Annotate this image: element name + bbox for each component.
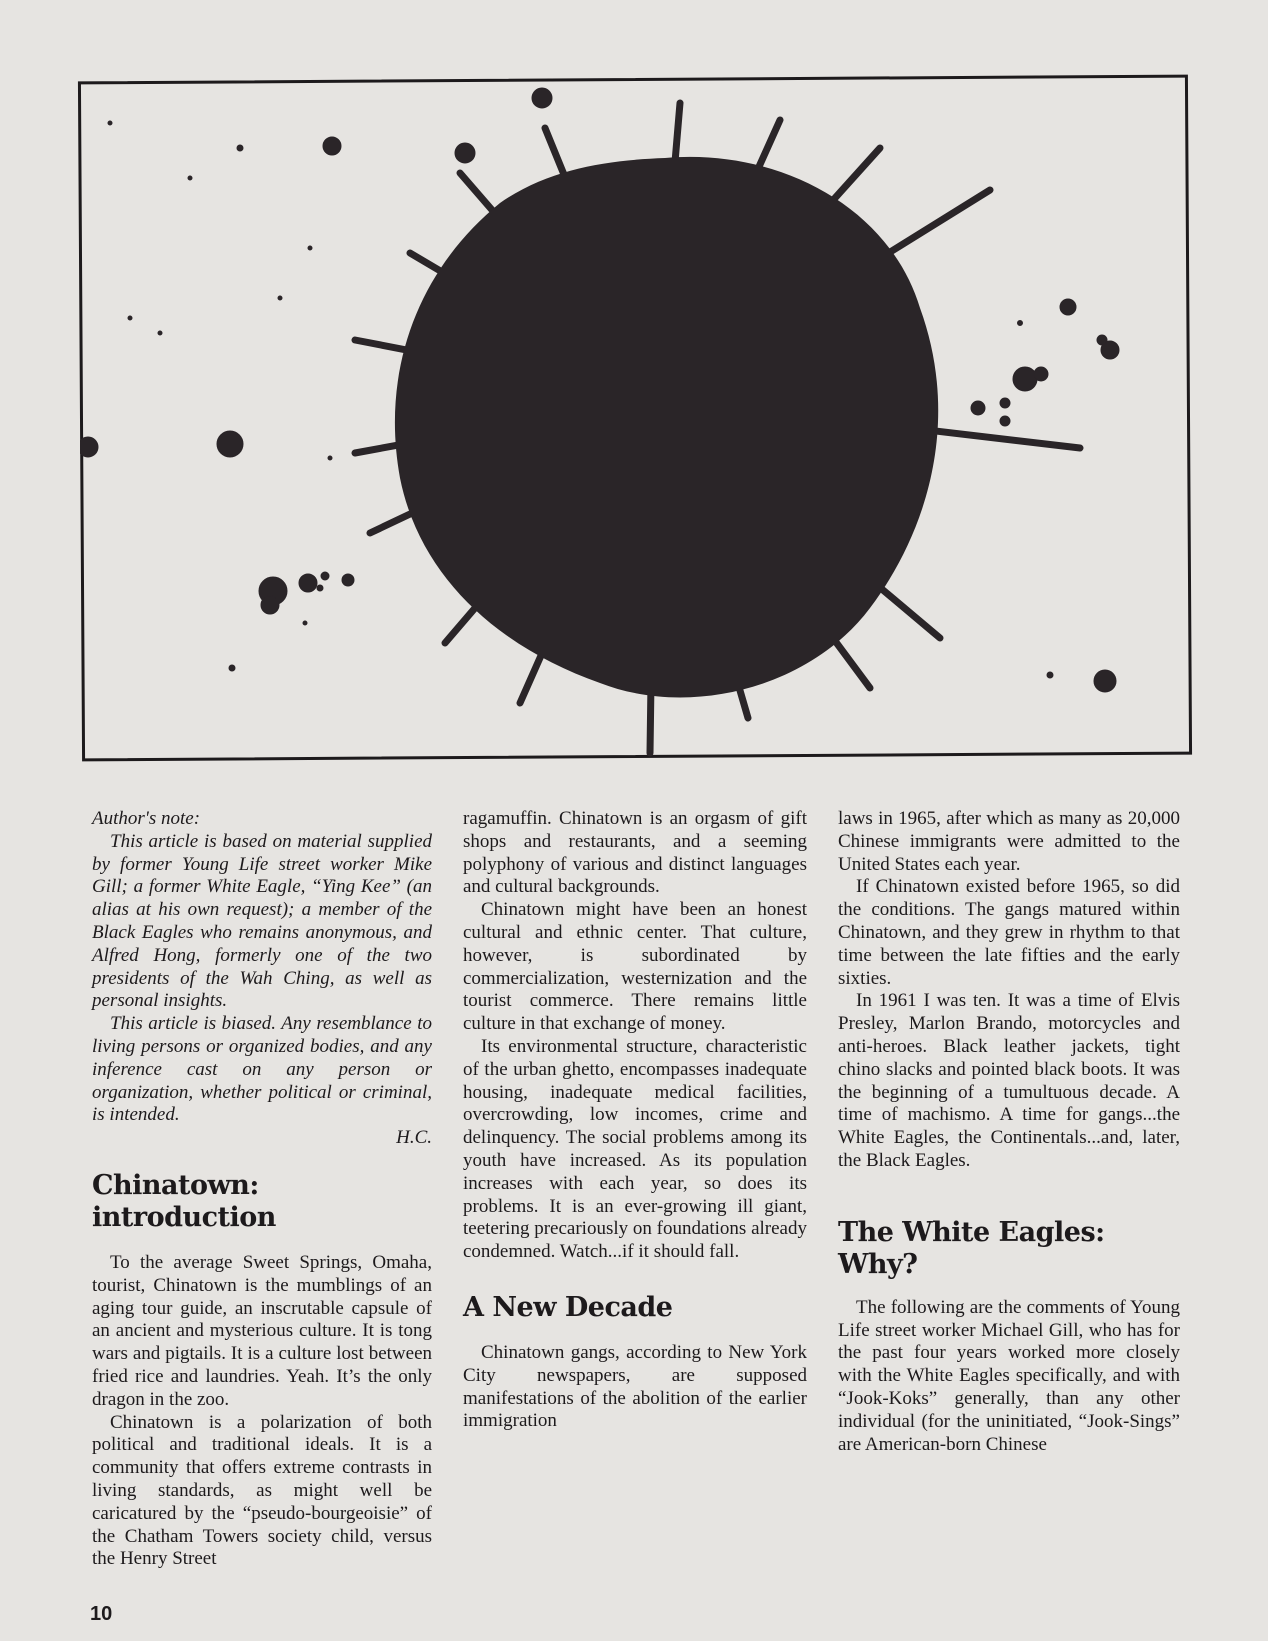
section-heading-decade: A New Decade <box>463 1291 673 1323</box>
author-note-paragraph: This article is based on material supplied by former Young Life street worker Mike Gill; a former White Eagle, “Ying Kee” (an alias at his own request); a member of the Black Eagles who remains anonymous, and Alfred Hong, formerly one of the two presidents of the Wah Ching, as well as personal insights. <box>92 830 432 1012</box>
body-paragraph: Chinatown is a polarization of both political and traditional ideals. It is a community that offers extreme contrasts in living standards, as might well be caricatured by the “pseudo-bourgeoisie” of the Chatham Towers society child, versus the Henry Street <box>92 1411 432 1570</box>
body-paragraph: Its environmental structure, characteristic of the urban ghetto, encompasses inadequate housing, inadequate medical facilities, overcrowding, low incomes, crime and delinquency. The social problems among its youth have increased. As its population increases with each year, so does its problems. It is an ever-growing ill giant, teetering precariously on foundations already condemned. Watch...if it should fall. <box>463 1035 807 1263</box>
body-paragraph: In 1961 I was ten. It was a time of Elvis Presley, Marlon Brando, motorcycles and anti-heroes. Black leather jackets, tight chino slacks and pointed black boots. It was the beginning of a tumultuous decade. A time of machismo. A time for gangs...the White Eagles, the Continentals...and, later, the Black Eagles. <box>838 990 1180 1171</box>
body-paragraph: To the average Sweet Springs, Omaha, tourist, Chinatown is the mumblings of an aging tour guide, an inscrutable capsule of an ancient and mysterious culture. It is tong wars and pigtails. It is a culture lost between fried rice and laundries. Yeah. It’s the only dragon in the zoo. <box>92 1251 432 1410</box>
body-paragraph: Chinatown might have been an honest cultural and ethnic center. That culture, however, is subordinated by commercialization, westernization and the tourist commerce. There remains little culture in that exchange of money. <box>463 899 807 1035</box>
author-signature: H.C. <box>396 1127 432 1149</box>
column-2 <box>463 808 807 1433</box>
body-paragraph: Chinatown gangs, according to New York City newspapers, are supposed manifestations of the abolition of the earlier immigration <box>463 1341 807 1432</box>
body-paragraph: ragamuffin. Chinatown is an orgasm of gift shops and restaurants, and a seeming polyphony of various and distinct languages and cultural backgrounds. <box>463 808 807 898</box>
body-paragraph: If Chinatown existed before 1965, so did the conditions. The gangs matured within Chinatown, and they grew in rhythm to that time between the late fifties and the early sixties. <box>838 876 1180 989</box>
author-note-paragraph: This article is biased. Any resemblance to living persons or organized bodies, and any inference cast on any person or organization, whether political or criminal, is intended. <box>92 1013 432 1126</box>
body-paragraph: The following are the comments of Young Life street worker Michael Gill, who has for the past four years worked more closely with the White Eagles specifically, and with “Jook-Koks” generally, than any other individual (for the uninitiated, “Jook-Sings” are American-born Chinese <box>838 1296 1180 1455</box>
author-note <box>92 808 432 1150</box>
body-paragraph: laws in 1965, after which as many as 20,000 Chinese immigrants were admitted to the United States each year. <box>838 808 1180 875</box>
column-3 <box>838 808 1180 1456</box>
author-note-heading: Author's note: <box>92 808 201 829</box>
section-heading-intro: Chinatown: introduction <box>92 1169 276 1233</box>
ink-splatter-illustration <box>80 78 1190 778</box>
column-1 <box>92 808 432 1571</box>
section-heading-eagles: The White Eagles: Why? <box>838 1216 1105 1280</box>
page-number: 10 <box>90 1603 113 1625</box>
